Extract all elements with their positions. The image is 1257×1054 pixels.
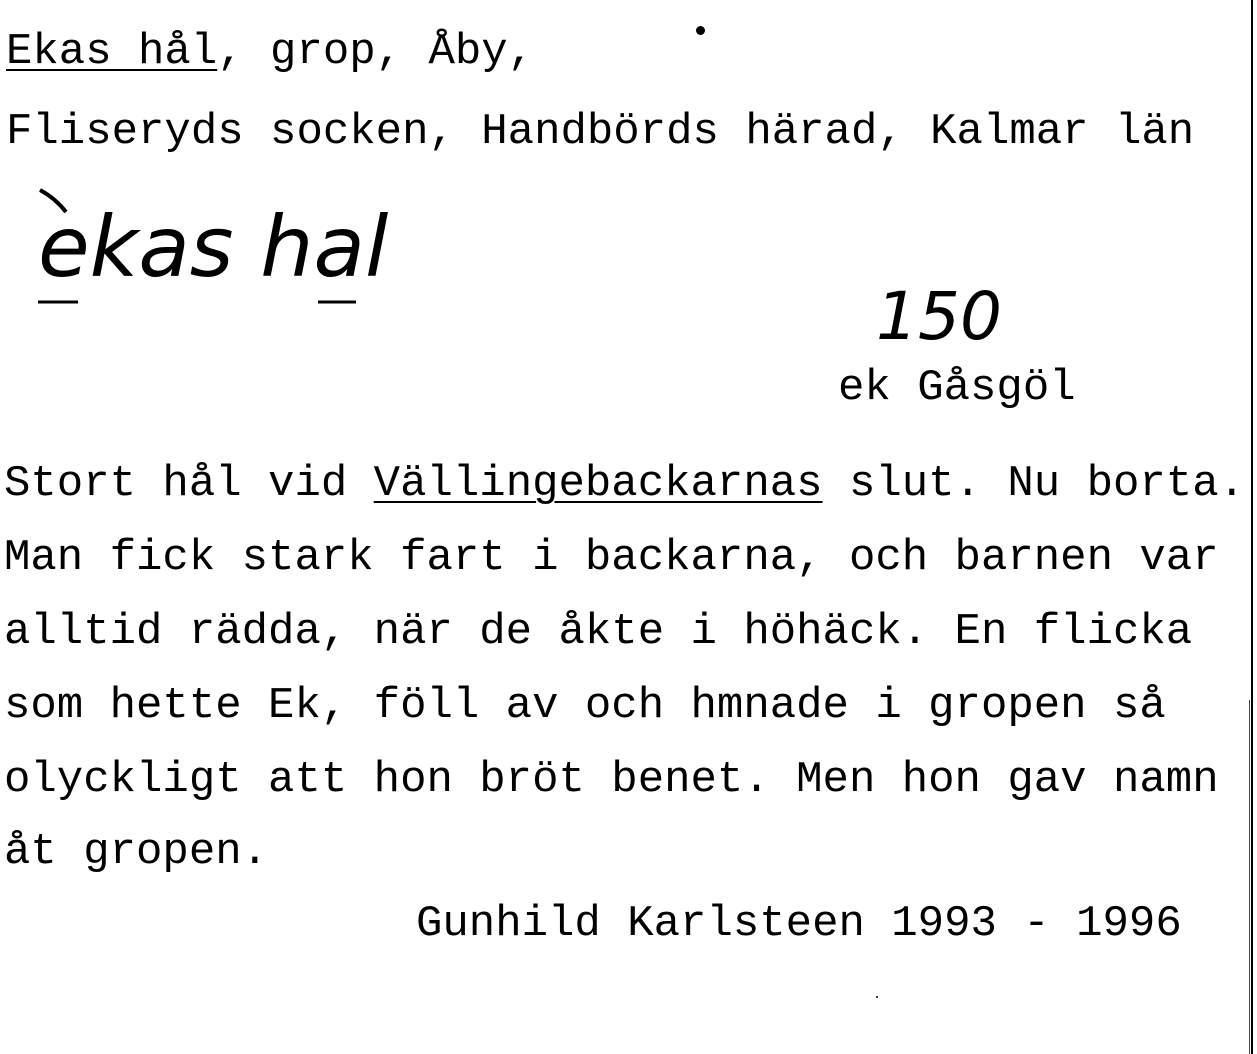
signature: Gunhild Karlsteen 1993 - 1996 bbox=[416, 899, 1182, 949]
scan-speck bbox=[696, 26, 705, 35]
card-edge-shadow bbox=[1249, 700, 1250, 1054]
map-reference: ek Gåsgöl bbox=[838, 363, 1076, 413]
handwritten-pronunciation: ekas hal bbox=[38, 198, 389, 296]
body-line-5: olyckligt att hon bröt benet. Men hon gav namn bbox=[4, 755, 1219, 805]
body-line-1: Stort hål vid Vällingebackarnas slut. Nu borta. bbox=[4, 459, 1246, 509]
place-name: Ekas hål bbox=[6, 27, 218, 77]
scan-speck bbox=[876, 996, 878, 998]
place-type-and-village: , grop, Åby, bbox=[217, 27, 535, 77]
body-line-4: som hette Ek, föll av och hmnade i gropen så bbox=[4, 681, 1166, 731]
location-line: Fliseryds socken, Handbörds härad, Kalmar län bbox=[6, 107, 1195, 157]
card-edge bbox=[1251, 0, 1253, 1054]
place-name-vallingebackarna: Vällingebackarnas bbox=[373, 459, 823, 509]
body-line-6: åt gropen. bbox=[4, 827, 269, 877]
card-number: 150 bbox=[876, 278, 1002, 355]
body-line-3: alltid rädda, när de åkte i höhäck. En flicka bbox=[4, 607, 1193, 657]
body-line-2: Man fick stark fart i backarna, och barnen var bbox=[4, 533, 1219, 583]
grave-accent-mark bbox=[40, 190, 66, 212]
